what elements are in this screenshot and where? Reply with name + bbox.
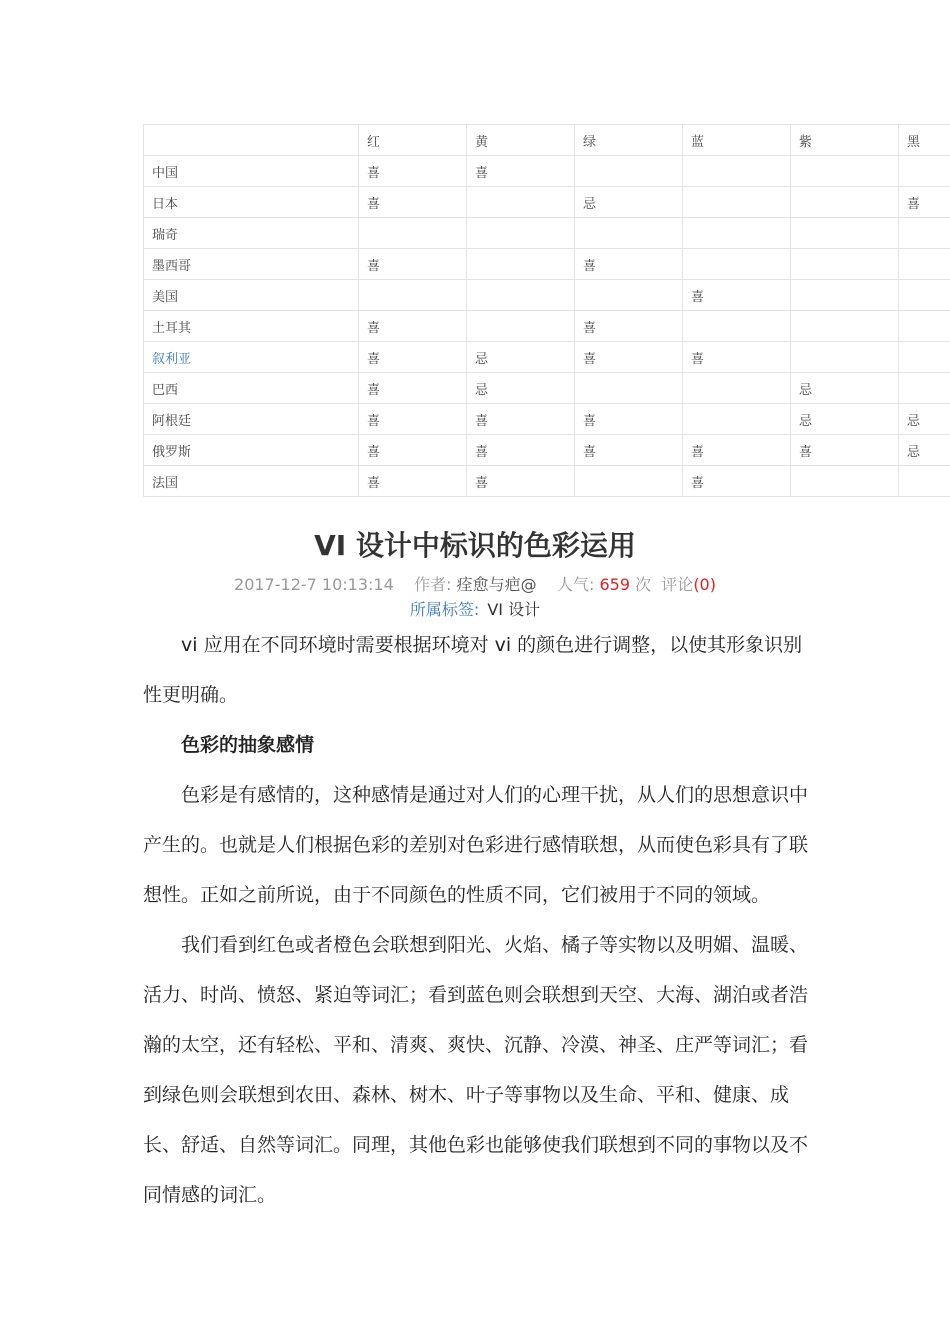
country-cell: 土耳其	[144, 311, 359, 342]
preference-cell: 喜	[683, 435, 791, 466]
preference-cell: 喜	[575, 435, 683, 466]
preference-cell	[467, 280, 575, 311]
comments-count[interactable]: (0)	[693, 575, 716, 594]
views-unit: 次	[635, 575, 652, 594]
section-heading: 色彩的抽象感情	[181, 734, 315, 756]
preference-cell: 喜	[359, 404, 467, 435]
table-row	[144, 373, 950, 404]
preference-cell	[683, 311, 791, 342]
country-cell: 阿根廷	[144, 404, 359, 435]
preference-cell	[791, 280, 899, 311]
preference-cell	[791, 466, 899, 497]
preference-cell	[575, 466, 683, 497]
table-header-cell: 黑	[899, 125, 950, 156]
preference-cell: 忌	[467, 373, 575, 404]
country-cell[interactable]: 叙利亚	[144, 342, 359, 373]
preference-cell: 忌	[791, 373, 899, 404]
color-preference-table	[143, 124, 950, 497]
preference-cell	[467, 218, 575, 249]
preference-cell	[791, 156, 899, 187]
preference-cell	[899, 280, 950, 311]
preference-cell: 喜	[467, 156, 575, 187]
views-count: 659	[599, 575, 631, 594]
table-row	[144, 435, 950, 466]
table-row	[144, 280, 950, 311]
preference-cell: 忌	[899, 435, 950, 466]
preference-cell	[575, 218, 683, 249]
preference-cell: 喜	[575, 404, 683, 435]
preference-cell: 喜	[467, 466, 575, 497]
table-row	[144, 156, 950, 187]
preference-cell	[899, 156, 950, 187]
preference-cell	[791, 311, 899, 342]
table-row	[144, 249, 950, 280]
tags-label: 所属标签:	[409, 600, 480, 619]
preference-cell	[359, 218, 467, 249]
preference-cell	[575, 156, 683, 187]
author-label: 作者:	[414, 575, 452, 594]
table-header-cell	[144, 125, 359, 156]
preference-cell: 喜	[683, 342, 791, 373]
country-cell: 巴西	[144, 373, 359, 404]
paragraph: vi 应用在不同环境时需要根据环境对 vi 的颜色进行调整，以使其形象识别性更明确。	[143, 634, 803, 706]
article-title: VI 设计中标识的色彩运用	[314, 529, 636, 562]
preference-cell: 喜	[359, 373, 467, 404]
country-cell: 俄罗斯	[144, 435, 359, 466]
paragraph: 我们看到红色或者橙色会联想到阳光、火焰、橘子等实物以及明媚、温暖、活力、时尚、愤怒、紧迫等词汇；看到蓝色则会联想到天空、大海、湖泊或者浩瀚的太空，还有轻松、平和、清爽、爽快、沉静、冷漠、神圣、庄严等词汇；看到绿色则会联想到农田、森林、树木、叶子等事物以及生命、平和、健康、成长、舒适、自然等词汇。同理，其他色彩也能够使我们联想到不同的事物以及不同情感的词汇。	[143, 934, 809, 1206]
preference-cell: 忌	[899, 404, 950, 435]
preference-cell	[791, 342, 899, 373]
preference-cell	[899, 342, 950, 373]
paragraph: 色彩是有感情的，这种感情是通过对人们的心理干扰，从人们的思想意识中产生的。也就是人们根据色彩的差别对色彩进行感情联想，从而使色彩具有了联想性。正如之前所说，由于不同颜色的性质不同，它们被用于不同的领域。	[143, 784, 809, 906]
tag-link[interactable]: VI 设计	[487, 600, 541, 619]
preference-cell	[683, 404, 791, 435]
table-header-cell: 红	[359, 125, 467, 156]
author-name[interactable]: 痊愈与疤@	[456, 575, 537, 594]
preference-cell	[899, 311, 950, 342]
preference-cell	[899, 249, 950, 280]
preference-cell: 喜	[359, 249, 467, 280]
preference-cell	[899, 466, 950, 497]
country-cell: 中国	[144, 156, 359, 187]
preference-cell: 喜	[575, 311, 683, 342]
preference-cell	[683, 218, 791, 249]
article-tags	[0, 597, 950, 620]
preference-cell	[791, 218, 899, 249]
preference-cell	[683, 187, 791, 218]
preference-cell	[575, 373, 683, 404]
preference-cell: 喜	[359, 342, 467, 373]
country-cell: 墨西哥	[144, 249, 359, 280]
preference-cell: 忌	[575, 187, 683, 218]
preference-cell: 喜	[359, 311, 467, 342]
table-row	[144, 404, 950, 435]
preference-cell	[467, 311, 575, 342]
preference-cell: 喜	[359, 156, 467, 187]
preference-cell: 喜	[683, 466, 791, 497]
preference-cell	[791, 187, 899, 218]
preference-cell	[575, 280, 683, 311]
table-header-cell: 绿	[575, 125, 683, 156]
preference-cell: 喜	[575, 249, 683, 280]
preference-cell	[899, 218, 950, 249]
preference-cell	[899, 373, 950, 404]
table-header-cell: 蓝	[683, 125, 791, 156]
preference-cell: 喜	[359, 187, 467, 218]
country-cell: 美国	[144, 280, 359, 311]
table-row	[144, 466, 950, 497]
preference-cell: 喜	[899, 187, 950, 218]
preference-cell	[683, 249, 791, 280]
table-row	[144, 218, 950, 249]
preference-cell: 喜	[683, 280, 791, 311]
color-preference-table-wrapper	[143, 124, 950, 497]
table-row	[144, 311, 950, 342]
preference-cell: 喜	[467, 435, 575, 466]
country-cell: 瑞奇	[144, 218, 359, 249]
views-label: 人气:	[556, 575, 595, 594]
article-meta	[0, 572, 950, 595]
comments-label: 评论	[661, 575, 694, 594]
preference-cell: 喜	[359, 466, 467, 497]
preference-cell: 喜	[359, 435, 467, 466]
preference-cell: 喜	[467, 404, 575, 435]
article-body	[143, 620, 813, 1220]
preference-cell: 喜	[791, 435, 899, 466]
preference-cell	[683, 156, 791, 187]
country-cell: 法国	[144, 466, 359, 497]
table-row	[144, 187, 950, 218]
preference-cell	[359, 280, 467, 311]
preference-cell	[467, 187, 575, 218]
preference-cell	[683, 373, 791, 404]
preference-cell: 喜	[575, 342, 683, 373]
preference-cell	[467, 249, 575, 280]
table-row	[144, 342, 950, 373]
publish-date: 2017-12-7 10:13:14	[234, 575, 394, 594]
table-header-row	[144, 125, 950, 156]
preference-cell: 忌	[791, 404, 899, 435]
table-header-cell: 紫	[791, 125, 899, 156]
preference-cell	[791, 249, 899, 280]
table-header-cell: 黄	[467, 125, 575, 156]
preference-cell: 忌	[467, 342, 575, 373]
country-cell: 日本	[144, 187, 359, 218]
